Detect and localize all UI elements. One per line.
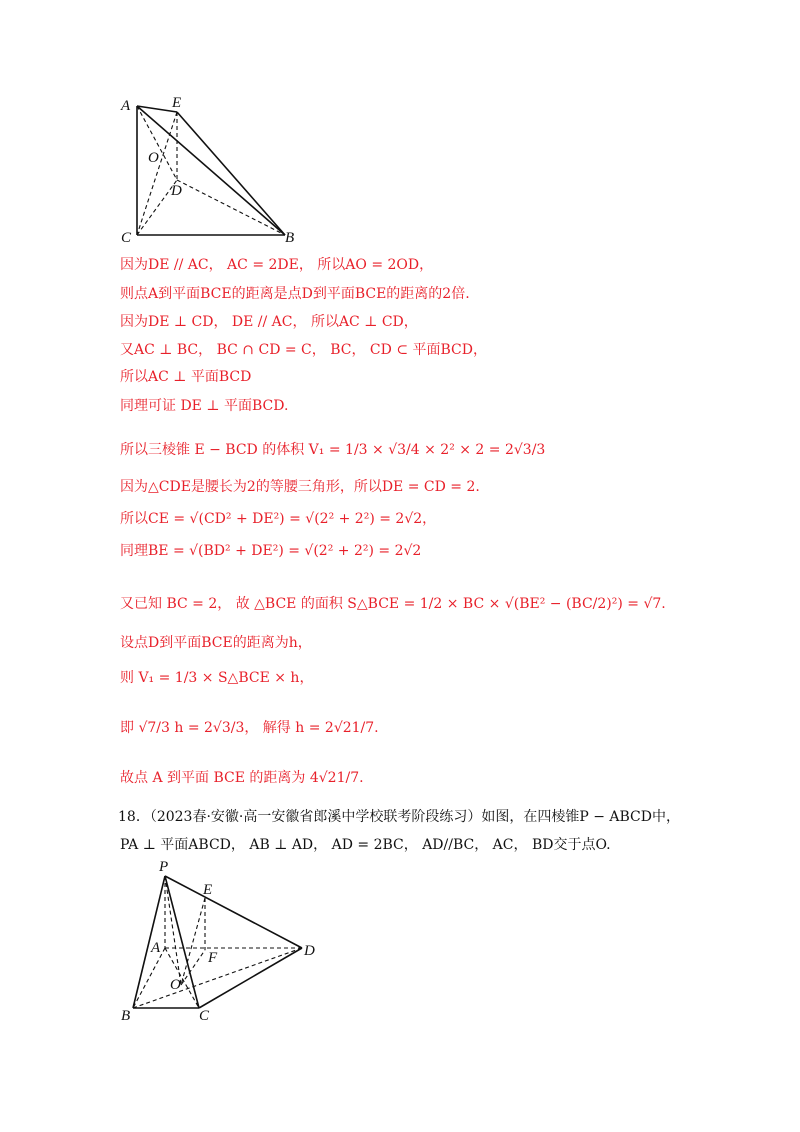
solution-line-3: 因为DE ⊥ CD， DE // AC， 所以AC ⊥ CD， [120, 314, 418, 330]
figure-2-label-b: B [121, 1008, 131, 1024]
figure-1-label-e: E [172, 95, 182, 111]
figure-1-label-o: O [148, 150, 159, 166]
figure-2-label-a: A [151, 940, 161, 956]
figure-2-label-d: D [304, 943, 315, 959]
solution-line-2: 则点A到平面BCE的距离是点D到平面BCE的距离的2倍. [120, 286, 470, 302]
figure-1-label-d: D [171, 183, 182, 199]
figure-1-label-a: A [121, 98, 131, 114]
figure-2-label-e: E [203, 882, 213, 898]
figure-2-label-p: P [159, 859, 169, 875]
figure-1-label-b: B [285, 230, 295, 246]
solution-line-14: 即 √7/3 h = 2√3/3， 解得 h = 2√21/7. [120, 720, 379, 736]
problem-18-line-2: PA ⊥ 平面ABCD， AB ⊥ AD， AD = 2BC， AD//BC， AC， BD交于点O. [120, 837, 611, 853]
solution-line-9: 所以CE = √(CD² + DE²) = √(2² + 2²) = 2√2， [120, 511, 437, 527]
solution-line-15: 故点 A 到平面 BCE 的距离为 4√21/7. [120, 770, 364, 786]
figure-1-label-c: C [121, 230, 132, 246]
figure-2-label-f: F [208, 950, 218, 966]
figure-2-label-c: C [199, 1008, 210, 1024]
figure-1-tetrahedron [115, 92, 305, 252]
problem-18-line-1: 18．（2023春·安徽·高一安徽省郎溪中学校联考阶段练习）如图，在四棱锥P − ABCD中， [118, 809, 680, 825]
solution-line-5: 所以AC ⊥ 平面BCD [120, 369, 252, 385]
solution-line-1: 因为DE // AC， AC = 2DE， 所以AO = 2OD， [120, 257, 434, 273]
solution-line-4: 又AC ⊥ BC， BC ∩ CD = C， BC， CD ⊂ 平面BCD， [120, 342, 487, 358]
figure-2-label-o: O [170, 977, 181, 993]
solution-line-11: 又已知 BC = 2， 故 △BCE 的面积 S△BCE = 1/2 × BC × √(BE² − (BC/2)²) = √7. [120, 596, 666, 612]
solution-line-13: 则 V₁ = 1/3 × S△BCE × h， [120, 670, 314, 686]
solution-line-6: 同理可证 DE ⊥ 平面BCD. [120, 398, 289, 414]
solution-line-10: 同理BE = √(BD² + DE²) = √(2² + 2²) = 2√2 [120, 543, 422, 559]
solution-line-12: 设点D到平面BCE的距离为h， [120, 635, 312, 651]
figure-2-pyramid [115, 858, 325, 1028]
solution-line-8: 因为△CDE是腰长为2的等腰三角形，所以DE = CD = 2. [120, 479, 480, 495]
solution-line-7: 所以三棱锥 E − BCD 的体积 V₁ = 1/3 × √3/4 × 2² × 2 = 2√3/3 [120, 442, 546, 458]
